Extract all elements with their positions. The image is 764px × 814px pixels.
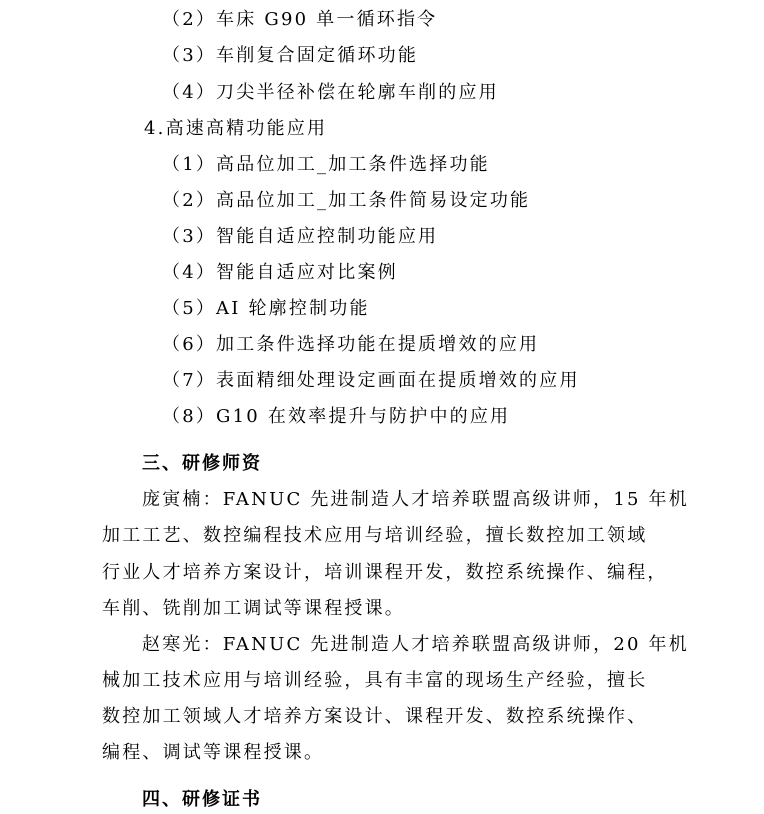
list-item: （6）加工条件选择功能在提质增效的应用 [162, 334, 540, 355]
paragraph-line: 庞寅楠：FANUC 先进制造人才培养联盟高级讲师，15 年机 [142, 489, 689, 510]
section-heading: 四、研修证书 [142, 789, 262, 810]
list-item: （3）智能自适应控制功能应用 [162, 226, 439, 247]
section-title: 4.高速高精功能应用 [144, 118, 328, 139]
list-item: （1）高品位加工_加工条件选择功能 [162, 154, 490, 175]
section-heading: 三、研修师资 [142, 453, 262, 474]
paragraph-line: 赵寒光：FANUC 先进制造人才培养联盟高级讲师，20 年机 [142, 634, 689, 655]
list-item: （8）G10 在效率提升与防护中的应用 [162, 406, 511, 427]
list-item: （3）车削复合固定循环功能 [162, 45, 419, 66]
paragraph-line: 车削、铣削加工调试等课程授课。 [102, 598, 405, 619]
paragraph-line: 械加工技术应用与培训经验，具有丰富的现场生产经验，擅长 [102, 670, 648, 691]
list-item: （4）智能自适应对比案例 [162, 262, 398, 283]
paragraph-line: 数控加工领域人才培养方案设计、课程开发、数控系统操作、 [102, 706, 648, 727]
paragraph-line: 行业人才培养方案设计，培训课程开发，数控系统操作、编程， [102, 562, 668, 583]
list-item: （5）AI 轮廓控制功能 [162, 298, 370, 319]
paragraph-line: 加工工艺、数控编程技术应用与培训经验，擅长数控加工领域 [102, 525, 648, 546]
list-item: （2）车床 G90 单一循环指令 [162, 9, 438, 30]
list-item: （4）刀尖半径补偿在轮廓车削的应用 [162, 82, 499, 103]
list-item: （2）高品位加工_加工条件简易设定功能 [162, 190, 531, 211]
paragraph-line: 编程、调试等课程授课。 [102, 742, 325, 763]
list-item: （7）表面精细处理设定画面在提质增效的应用 [162, 370, 580, 391]
